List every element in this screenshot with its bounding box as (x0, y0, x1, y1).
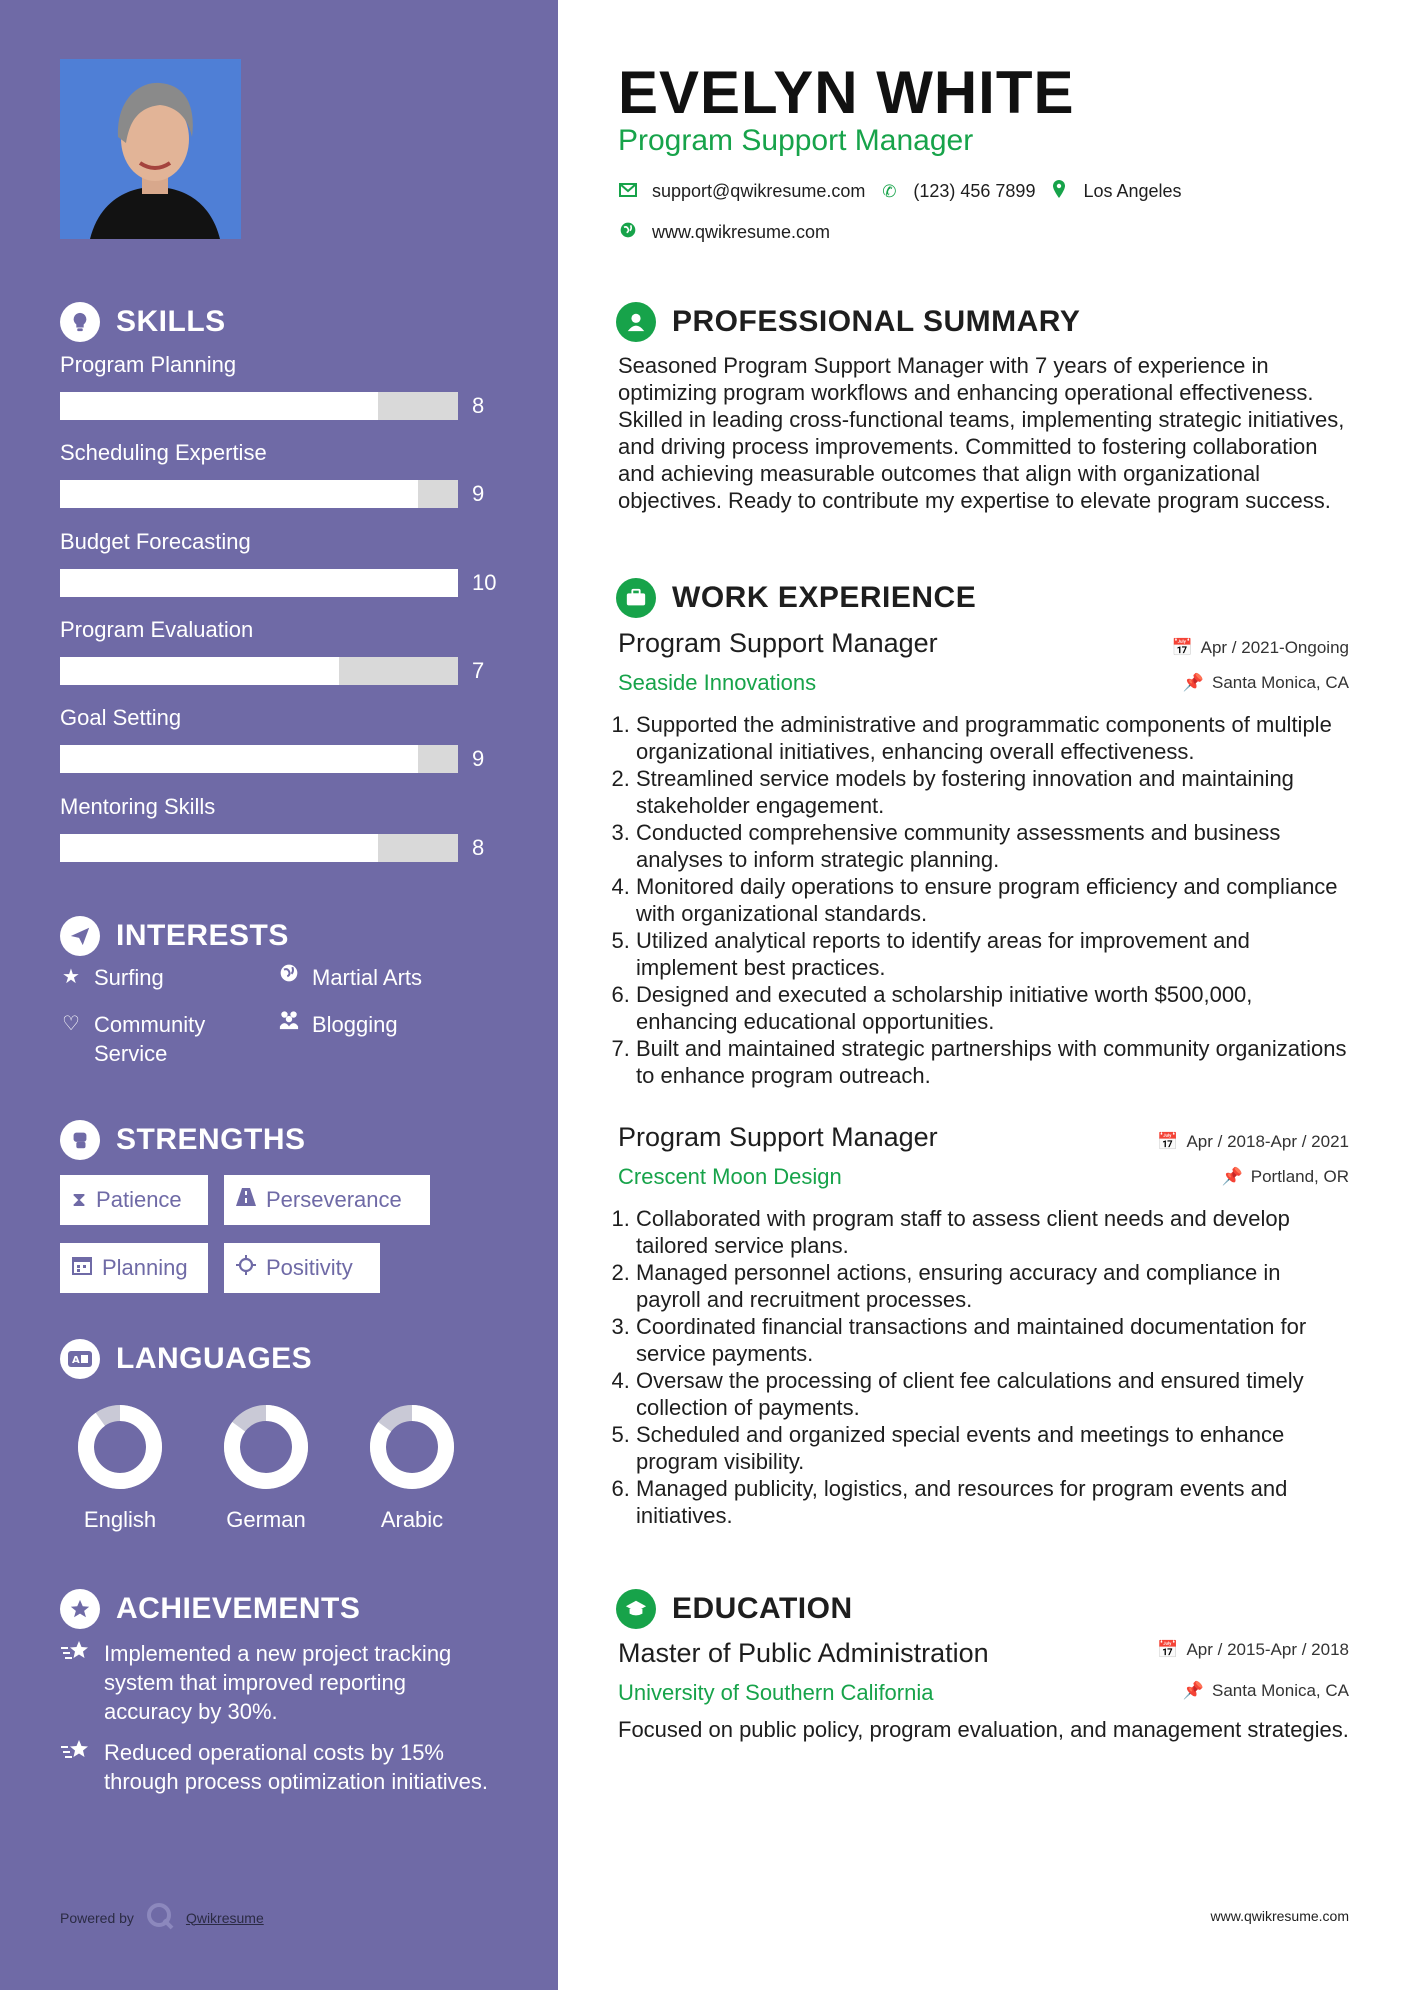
skill-value: 9 (472, 746, 485, 772)
job-company: Seaside Innovations (618, 670, 817, 695)
candidate-title: Program Support Manager (618, 124, 974, 157)
phone-icon: ✆ (882, 181, 897, 201)
duty-item: 6. Designed and executed a scholarship initiative worth $500,000, enhancing educational opportunities. (636, 981, 1350, 1035)
interest-item: ♡ Community Service (60, 1010, 240, 1068)
pushpin-icon: 📌 (1182, 1681, 1204, 1700)
calendar-icon: 📅 (1157, 1132, 1179, 1151)
qwikresume-link[interactable]: Qwikresume (185, 1909, 264, 1926)
education-description: Focused on public policy, program evaluation, and management strategies. (618, 1717, 1349, 1742)
interest-item: ★ Surfing (60, 963, 260, 992)
achievements-heading: ACHIEVEMENTS (60, 1589, 360, 1629)
phone-text: (123) 456 7899 (913, 181, 1036, 201)
skill-bar (60, 392, 458, 420)
fist-icon (60, 1120, 100, 1160)
duty-item: 3. Coordinated financial transactions and maintained documentation for service payments. (636, 1313, 1350, 1367)
strength-chip: Perseverance (224, 1175, 430, 1225)
envelope-icon (618, 182, 638, 202)
degree-title: Master of Public Administration (618, 1638, 989, 1668)
sun-icon (236, 1255, 256, 1281)
contact-row (618, 180, 1182, 203)
job-company: Crescent Moon Design (618, 1164, 842, 1189)
skill-value: 7 (472, 657, 485, 683)
shooting-star-icon (60, 1738, 90, 1796)
pushpin-icon: 📌 (1182, 673, 1204, 692)
skill-name: Program Evaluation (60, 616, 254, 642)
language-label: German (226, 1507, 306, 1532)
school-name: University of Southern California (618, 1680, 934, 1705)
duty-item: 4. Monitored daily operations to ensure program efficiency and compliance with organizational standards. (636, 873, 1350, 927)
location-text: Los Angeles (1083, 181, 1182, 201)
strength-chip: Planning (60, 1243, 208, 1293)
svg-text:A: A (72, 1355, 81, 1366)
language-ring (221, 1402, 311, 1497)
skill-value: 8 (472, 393, 485, 418)
profile-photo (60, 59, 241, 239)
skill-name: Goal Setting (60, 705, 182, 731)
skill-bar-fill (60, 480, 418, 508)
shooting-star-icon (60, 1639, 90, 1726)
skill-bar-fill (60, 657, 339, 685)
language-label: English (83, 1507, 157, 1532)
skill-name: Mentoring Skills (60, 793, 216, 819)
job-duties (610, 711, 1350, 1089)
pushpin-icon: 📌 (1221, 1167, 1243, 1186)
skill-name: Scheduling Expertise (60, 440, 267, 466)
star-icon: ★ (62, 966, 80, 988)
interest-item: Martial Arts (278, 963, 498, 992)
hourglass-icon: ⧗ (72, 1188, 87, 1211)
duty-item: 2. Streamlined service models by fostering innovation and maintaining stakeholder engagement. (636, 765, 1350, 819)
skill-name: Program Planning (60, 352, 237, 377)
star-badge-icon (60, 1589, 100, 1629)
heart-icon: ♡ (62, 1013, 80, 1035)
duty-item: 4. Oversaw the processing of client fee calculations and ensured timely collection of payments. (636, 1367, 1350, 1421)
candidate-name: EVELYN WHITE (618, 59, 1075, 126)
skill-bar-fill (60, 745, 418, 773)
sidebar (0, 0, 558, 1990)
education-location: 📌 Santa Monica, CA (1182, 1681, 1349, 1700)
duty-item: 1. Supported the administrative and programmatic components of multiple organizational initiatives, enhancing overall effectiveness. (636, 711, 1350, 765)
paper-plane-icon (60, 916, 100, 956)
skill-bar-fill (60, 392, 378, 420)
job-title: Program Support Manager (618, 1122, 938, 1152)
duty-item: 1. Collaborated with program staff to assess client needs and develop tailored service plans. (636, 1205, 1350, 1259)
skill-value: 9 (472, 481, 485, 507)
email-link[interactable]: support@qwikresume.com (652, 181, 866, 201)
duty-item: 5. Utilized analytical reports to identify areas for improvement and implement best practices. (636, 927, 1350, 981)
skills-heading: SKILLS (60, 302, 226, 342)
interest-item: Blogging (278, 1010, 498, 1039)
language-icon (60, 1339, 100, 1379)
road-icon (236, 1188, 256, 1212)
skill-name: Budget Forecasting (60, 528, 251, 554)
graduation-cap-icon (616, 1589, 656, 1629)
achievement-item: Reduced operational costs by 15% through process optimization initiatives. (60, 1738, 500, 1796)
people-icon (278, 1010, 300, 1039)
duty-item: 2. Managed personnel actions, ensuring accuracy and compliance in payroll and recruitment processes. (636, 1259, 1350, 1313)
experience-heading: WORK EXPERIENCE (616, 578, 976, 618)
skill-bar (60, 569, 458, 597)
duty-item: 5. Scheduled and organized special events and meetings to enhance program visibility. (636, 1421, 1350, 1475)
skill-bar-fill (60, 834, 378, 862)
website-link[interactable]: www.qwikresume.com (652, 222, 831, 242)
duty-item: 7. Built and maintained strategic partnerships with community organizations to enhance program outreach. (636, 1035, 1350, 1089)
website-row (618, 222, 830, 243)
job-title: Program Support Manager (618, 628, 938, 658)
skill-value: 8 (472, 834, 485, 860)
globe-icon (618, 222, 638, 243)
job-duties (610, 1205, 1350, 1529)
duty-item: 6. Managed publicity, logistics, and resources for program events and initiatives. (636, 1475, 1350, 1529)
strengths-heading: STRENGTHS (60, 1120, 306, 1160)
skill-bar (60, 745, 458, 773)
skill-bar (60, 480, 458, 508)
languages-heading: A LANGUAGES (60, 1339, 312, 1379)
language-ring (75, 1402, 165, 1497)
summary-heading: PROFESSIONAL SUMMARY (616, 302, 1080, 342)
skill-bar-fill (60, 569, 458, 597)
footer-website[interactable]: www.qwikresume.com (1210, 1908, 1349, 1924)
education-dates: 📅 Apr / 2015-Apr / 2018 (1157, 1640, 1349, 1659)
globe-icon (278, 963, 300, 992)
user-icon (616, 302, 656, 342)
calendar-icon: 📅 (1171, 638, 1193, 657)
skill-value: 10 (472, 569, 497, 595)
calendar-icon: 📅 (1157, 1640, 1179, 1659)
map-marker-icon (1049, 180, 1069, 203)
strength-chip: Positivity (224, 1243, 380, 1293)
summary-text: Seasoned Program Support Manager with 7 years of experience in optimizing program workflows and enhancing operational effectiveness. Skilled in leading cross-functional teams, implementing strategic initiatives, and driving process improvements. Committed to fostering collaboration and achieving measurable outcomes that align with organizational objectives. Ready to contribute my expertise to elevate program success. (618, 353, 1345, 513)
language-label: Arabic (380, 1507, 444, 1532)
job-location: 📌 Portland, OR (1221, 1167, 1349, 1186)
qwikresume-logo-icon (146, 1902, 174, 1933)
briefcase-icon (616, 578, 656, 618)
achievement-item: Implemented a new project tracking system that improved reporting accuracy by 30%. (60, 1639, 500, 1726)
education-heading: EDUCATION (616, 1589, 853, 1629)
strength-chip: ⧗ Patience (60, 1175, 208, 1225)
language-ring (367, 1402, 457, 1497)
job-dates: 📅 Apr / 2021-Ongoing (1171, 638, 1349, 657)
skill-bar (60, 657, 458, 685)
interests-heading: INTERESTS (60, 916, 289, 956)
duty-item: 3. Conducted comprehensive community assessments and business analyses to inform strategic planning. (636, 819, 1350, 873)
lightbulb-icon (60, 302, 100, 342)
powered-by: Powered by Qwikresume (60, 1902, 264, 1933)
calendar-icon (72, 1255, 92, 1281)
skill-bar (60, 834, 458, 862)
job-location: 📌 Santa Monica, CA (1182, 673, 1349, 692)
job-dates: 📅 Apr / 2018-Apr / 2021 (1157, 1132, 1349, 1151)
